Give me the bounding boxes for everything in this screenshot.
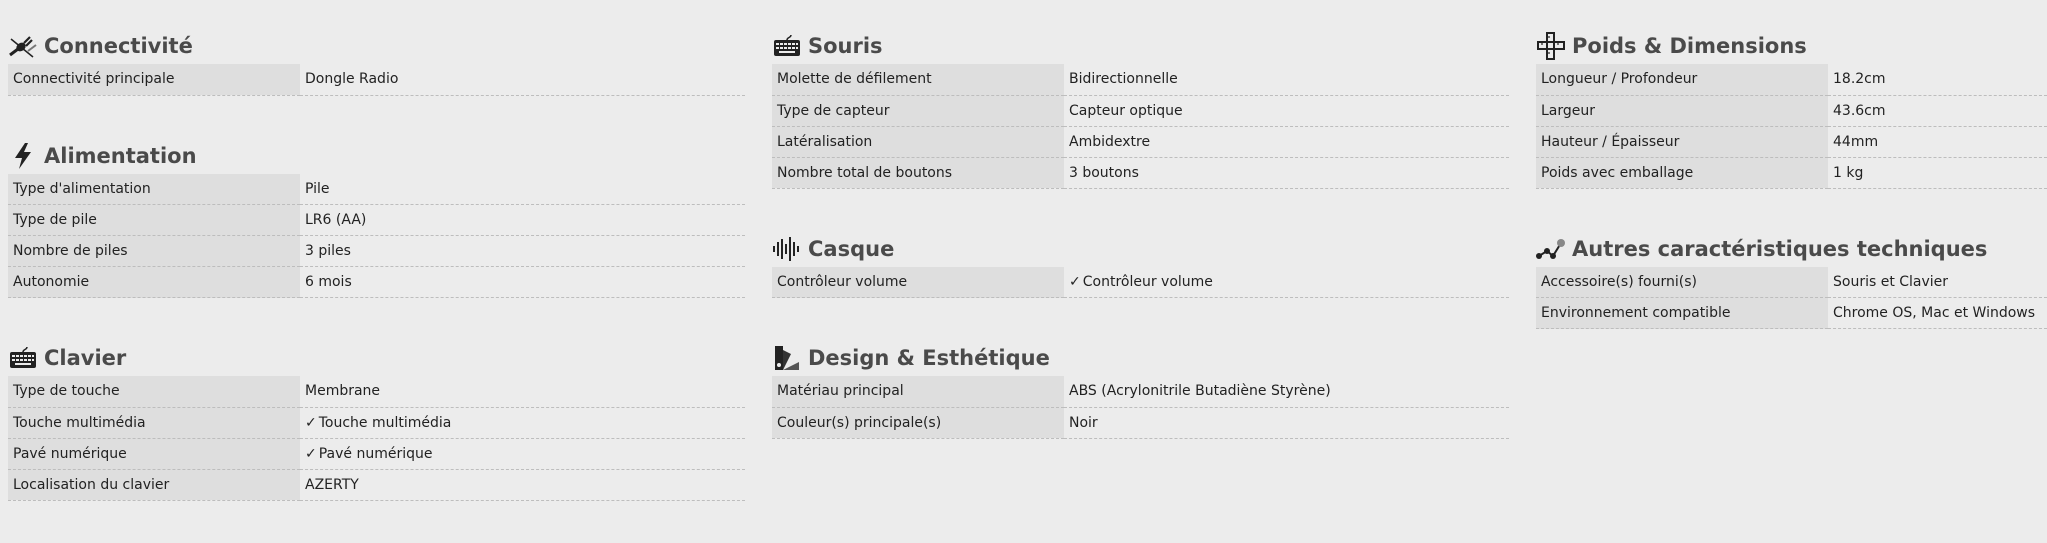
spec-value: Bidirectionnelle	[1064, 64, 1509, 95]
spec-row	[1536, 95, 2047, 126]
spec-label: Matériau principal	[772, 376, 1064, 407]
section-design	[772, 340, 1509, 439]
spec-label: Environnement compatible	[1536, 298, 1828, 329]
section-title: Clavier	[44, 346, 127, 370]
spec-value-text: Contrôleur volume	[1082, 273, 1213, 290]
check-icon: ✓	[1069, 273, 1081, 290]
section-header	[1536, 28, 2047, 64]
section-title: Poids & Dimensions	[1572, 34, 1807, 58]
spec-value: 18.2cm	[1828, 64, 2047, 95]
section-clavier	[8, 340, 745, 501]
spec-value: Souris et Clavier	[1828, 267, 2047, 298]
spec-row	[1536, 298, 2047, 329]
spec-value: Dongle Radio	[300, 64, 745, 95]
spec-row	[1536, 64, 2047, 95]
spec-row	[772, 267, 1509, 298]
spec-label: Hauteur / Épaisseur	[1536, 126, 1828, 157]
section-casque	[772, 231, 1509, 299]
keyboard-icon	[772, 31, 802, 61]
spec-row	[772, 407, 1509, 438]
spec-label: Latéralisation	[772, 126, 1064, 157]
section-header	[8, 138, 745, 174]
ruler-icon	[1536, 31, 1566, 61]
section-title: Souris	[808, 34, 883, 58]
column-2	[772, 28, 1509, 481]
spec-label: Pavé numérique	[8, 438, 300, 469]
check-icon: ✓	[305, 414, 317, 431]
spec-value: Membrane	[300, 376, 745, 407]
spec-value: LR6 (AA)	[300, 205, 745, 236]
spec-label: Contrôleur volume	[772, 267, 1064, 298]
spec-value: 3 boutons	[1064, 157, 1509, 188]
spec-table	[772, 64, 1509, 189]
palette-icon	[772, 343, 802, 373]
section-title: Connectivité	[44, 34, 193, 58]
column-1	[8, 28, 745, 543]
spec-label: Type de touche	[8, 376, 300, 407]
spec-table	[1536, 267, 2047, 330]
section-header	[1536, 231, 2047, 267]
spec-value: 43.6cm	[1828, 95, 2047, 126]
spec-label: Connectivité principale	[8, 64, 300, 95]
spec-label: Autonomie	[8, 267, 300, 298]
spec-label: Nombre de piles	[8, 236, 300, 267]
spec-label: Poids avec emballage	[1536, 157, 1828, 188]
spec-value: Capteur optique	[1064, 95, 1509, 126]
spec-label: Accessoire(s) fourni(s)	[1536, 267, 1828, 298]
spec-value: Ambidextre	[1064, 126, 1509, 157]
spec-value: 3 piles	[300, 236, 745, 267]
spec-value	[1064, 267, 1509, 298]
section-header	[772, 28, 1509, 64]
spec-table	[8, 174, 745, 299]
section-connectivite	[8, 28, 745, 96]
spec-value: 1 kg	[1828, 157, 2047, 188]
spec-label: Couleur(s) principale(s)	[772, 407, 1064, 438]
section-title: Casque	[808, 236, 895, 261]
spec-label: Touche multimédia	[8, 407, 300, 438]
spec-value: 44mm	[1828, 126, 2047, 157]
spec-label: Type de capteur	[772, 95, 1064, 126]
spec-row	[772, 64, 1509, 95]
check-icon: ✓	[305, 445, 317, 462]
spec-row	[1536, 157, 2047, 188]
spec-value: Pile	[300, 174, 745, 205]
spec-table	[772, 376, 1509, 439]
section-alimentation	[8, 138, 745, 299]
keyboard-icon	[8, 343, 38, 373]
spec-value	[300, 438, 745, 469]
section-header	[8, 28, 745, 64]
section-title: Alimentation	[44, 143, 197, 168]
spec-row	[8, 376, 745, 407]
spec-label: Nombre total de boutons	[772, 157, 1064, 188]
spec-label: Localisation du clavier	[8, 469, 300, 500]
spec-value	[300, 407, 745, 438]
spec-row	[8, 236, 745, 267]
spec-row	[8, 64, 745, 95]
spec-row	[772, 126, 1509, 157]
spec-value: Noir	[1064, 407, 1509, 438]
spec-label: Type d'alimentation	[8, 174, 300, 205]
spec-row	[8, 205, 745, 236]
plug-icon	[8, 31, 38, 61]
spec-row	[772, 376, 1509, 407]
spec-label: Molette de défilement	[772, 64, 1064, 95]
spec-value-text: Pavé numérique	[318, 445, 433, 462]
spec-row	[1536, 267, 2047, 298]
spec-value-text: Touche multimédia	[318, 414, 452, 431]
section-poids-dimensions	[1536, 28, 2047, 189]
network-icon	[1536, 234, 1566, 264]
spec-label: Type de pile	[8, 205, 300, 236]
spec-row	[8, 174, 745, 205]
spec-value: 6 mois	[300, 267, 745, 298]
section-title: Design & Esthétique	[808, 346, 1050, 370]
spec-value: AZERTY	[300, 469, 745, 500]
column-3	[1536, 28, 2047, 371]
spec-row	[8, 438, 745, 469]
spec-row	[1536, 126, 2047, 157]
section-header	[772, 340, 1509, 376]
section-header	[772, 231, 1509, 267]
spec-table	[772, 267, 1509, 299]
sound-wave-icon	[772, 234, 802, 264]
section-souris	[772, 28, 1509, 189]
lightning-icon	[8, 141, 38, 171]
section-header	[8, 340, 745, 376]
spec-table	[8, 64, 745, 96]
spec-label: Longueur / Profondeur	[1536, 64, 1828, 95]
spec-value: Chrome OS, Mac et Windows	[1828, 298, 2047, 329]
spec-value: ABS (Acrylonitrile Butadiène Styrène)	[1064, 376, 1509, 407]
spec-row	[772, 157, 1509, 188]
spec-row	[772, 95, 1509, 126]
spec-table	[1536, 64, 2047, 189]
spec-label: Largeur	[1536, 95, 1828, 126]
spec-row	[8, 267, 745, 298]
spec-table	[8, 376, 745, 501]
spec-row	[8, 407, 745, 438]
section-title: Autres caractéristiques techniques	[1572, 236, 1988, 261]
spec-row	[8, 469, 745, 500]
section-autres-caracteristiques	[1536, 231, 2047, 330]
